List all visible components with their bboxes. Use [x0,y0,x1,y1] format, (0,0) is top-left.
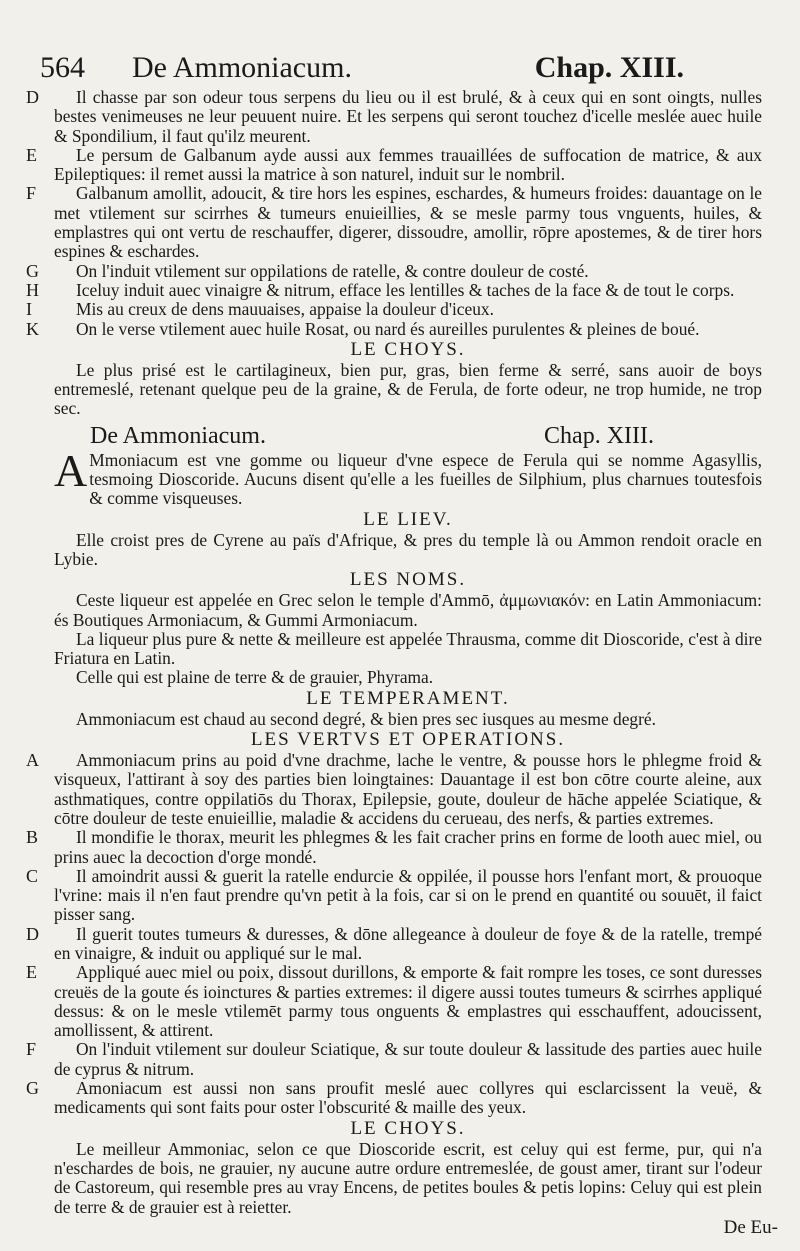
vertus-f [26,1039,762,1079]
margin-letter: G [26,1078,39,1099]
section-chapter: Chap. XIII. [544,422,654,449]
noms-text-1: Ceste liqueur est appelée en Grec selon le temple d'Ammō, ἀμμωνιακόν: en Latin Ammoniacum: és Boutiques Armoniacum, & Gummi Armoniacum. [54,590,762,630]
paragraph-f [26,183,762,262]
section-title: De Ammoniacum. [90,422,266,449]
vertus-a [26,750,762,828]
paragraph-h [26,279,762,300]
choys-2-text: Le meilleur Ammoniac, selon ce que Dioscoride escrit, est celuy qui est ferme, pur, qui n'a n'eschardes de bois, ne grauier, ny aucune autre ordure entremeslée, de goust amer, tirant sur l'odeur de Castoreum, qui resemble pres au vray Encens, de petites boules & petis lopins: Celuy qui est plein de terre & de grauier est à reietter. [54,1138,762,1217]
heading-lieu: LE LIEV. [363,508,453,530]
margin-letter: B [26,827,39,848]
paragraph-text: Galbanum amollit, adoucit, & tire hors les espines, eschardes, & humeurs froides: dauantage on le met vtilement sur scirrhes & tumeurs enuieillies, & se mesle parmy tous vnguents, huiles, & emplastres qui ont vertu de reschauffer, digerer, dissoudre, amollir, rōpre apostemes, & de tirer hors espines & eschardes. [54,183,762,262]
vertus-b [26,827,762,867]
vertus-g [26,1078,762,1118]
paragraph-text: Ammoniacum prins au poid d'vne drachme, lache le ventre, & pousse hors le phlegme froid & visqueux, l'attirant à soy des parties bien loingtaines: Dauantage il est bon cōtre courte aleine, aux asthmatiques, contre oppilatiōs du Thorax, Epilepsie, goute, douleur de hāche appelée Sciatique, & cōtre douleur de teste enuieillie, maladie & accidens du cerueau, des nerfs, & parties extremes. [54,750,762,828]
paragraph-i [26,299,762,320]
running-header [40,51,762,84]
paragraph-text: Mis au creux de dens mauuaises, appaise la douleur d'iceux. [76,299,494,320]
paragraph-k [26,318,762,339]
lieu-text: Elle croist pres de Cyrene au païs d'Afrique, & pres du temple là ou Ammon rendoit oracle en Lybie. [54,529,762,569]
margin-letter: F [26,183,37,204]
paragraph-text: Le persum de Galbanum ayde aussi aux femmes trauaillées de suffocation de matrice, & aux Epileptiques: il remet aussi la matrice à son naturel, induit sur le nombril. [54,144,762,185]
paragraph-text: On l'induit vtilement sur douleur Sciatique, & sur toute douleur & lassitude des parties auec huile de cyprus & nitrum. [54,1039,762,1079]
heading-choys: LE CHOYS. [350,338,466,360]
heading-vertus: LES VERTVS ET OPERATIONS. [250,729,566,751]
margin-letter: H [26,279,39,300]
catchword: De Eu- [723,1217,778,1238]
margin-letter: D [26,923,39,944]
running-chapter: Chap. XIII. [534,51,684,84]
margin-letter: A [26,750,39,771]
vertus-d [26,923,762,964]
section-header [54,419,762,451]
paragraph-text: Appliqué auec miel ou poix, dissout durillons, & emporte & fait rompre les toses, ce sont duresses creuës de la goute és ioinctures & parties extremes: il digere aussi toutes tumeurs & scirrhes appliqué dessus: & on le mesle vtilemēt parmy tous onguents & emplastres qui esschauffent, adoucissent, amollissent, & attirent. [54,962,762,1041]
vertus-e [26,962,762,1041]
paragraph-text: Il guerit toutes tumeurs & duresses, & dōne allegeance à douleur de foye & de la ratelle, trempé en vinaigre, & induit ou appliqué sur le mal. [54,923,762,963]
paragraph-text: Il chasse par son odeur tous serpens du lieu ou il est brulé, & à ceux qui en sont oingts, nulles bestes venimeuses ne leur peuuent nuire. Et les serpens qui seront touchez d'icelle meslée auec huile & Spondilium, il faut qu'ilz meurent. [54,87,762,146]
margin-letter: K [26,318,39,339]
margin-letter: D [26,87,39,107]
heading-choys-2: LE CHOYS. [350,1117,466,1139]
heading-noms: LES NOMS. [349,569,467,591]
paragraph-text: Il mondifie le thorax, meurit les phlegmes & les fait cracher prins en forme de looth auec miel, ou prins auec la decoction d'orge mondé. [54,827,762,867]
paragraph-d [26,87,762,146]
section-intro [54,444,762,509]
margin-letter: F [26,1039,37,1060]
drop-cap: A [54,444,88,496]
noms-text-3: Celle qui est plaine de terre & de grauier, Phyrama. [76,667,434,688]
margin-letter: E [26,144,37,165]
page-number: 564 [40,51,85,84]
choys-text: Le plus prisé est le cartilagineux, bien pur, gras, bien ferme & serré, sans auoir de boys entremeslé, retenant quelque peu de la graine, & de Ferula, de forte odeur, ne trop humide, ne trop sec. [54,359,762,419]
running-title: De Ammoniacum. [132,51,352,84]
paragraph-text: Amoniacum est aussi non sans proufit meslé auec collyres qui esclarcissent la veuë, & medicaments qui sont faits pour oster l'obscurité & maille des yeux. [54,1078,762,1118]
margin-letter: G [26,260,39,281]
heading-temperament: LE TEMPERAMENT. [306,687,510,709]
margin-letter: E [26,962,37,983]
paragraph-text: On l'induit vtilement sur oppilations de ratelle, & contre douleur de costé. [76,260,589,281]
paragraph-g [26,260,762,281]
margin-letter: C [26,865,39,886]
paragraph-text: On le verse vtilement auec huile Rosat, ou nard és aureilles purulentes & pleines de boué. [76,318,700,339]
intro-text: Mmoniacum est vne gomme ou liqueur d'vne espece de Ferula qui se nomme Agasyllis, tesmoing Dioscoride. Aucuns disent qu'elle a les fueilles de Silphium, plus charnues toutesfois & comme visqueuses. [89,449,762,509]
vertus-c [26,865,762,925]
paragraph-e [26,144,762,185]
margin-letter: I [26,299,32,320]
noms-text-2: La liqueur plus pure & nette & meilleure est appelée Thrausma, comme dit Dioscoride, c'est à dire Friatura en Latin. [54,628,762,669]
paragraph-text: Iceluy induit auec vinaigre & nitrum, efface les lentilles & taches de la face & de tout le corps. [76,279,735,300]
temperament-text: Ammoniacum est chaud au second degré, & bien pres sec iusques au mesme degré. [76,708,656,729]
paragraph-text: Il amoindrit aussi & guerit la ratelle endurcie & oppilée, il pousse hors l'enfant mort, & prouoque l'vrine: mais il n'en faut prendre qu'vn petit à la fois, car si on le prend en quantité ou souuēt, il faict pisser sang. [54,865,762,925]
